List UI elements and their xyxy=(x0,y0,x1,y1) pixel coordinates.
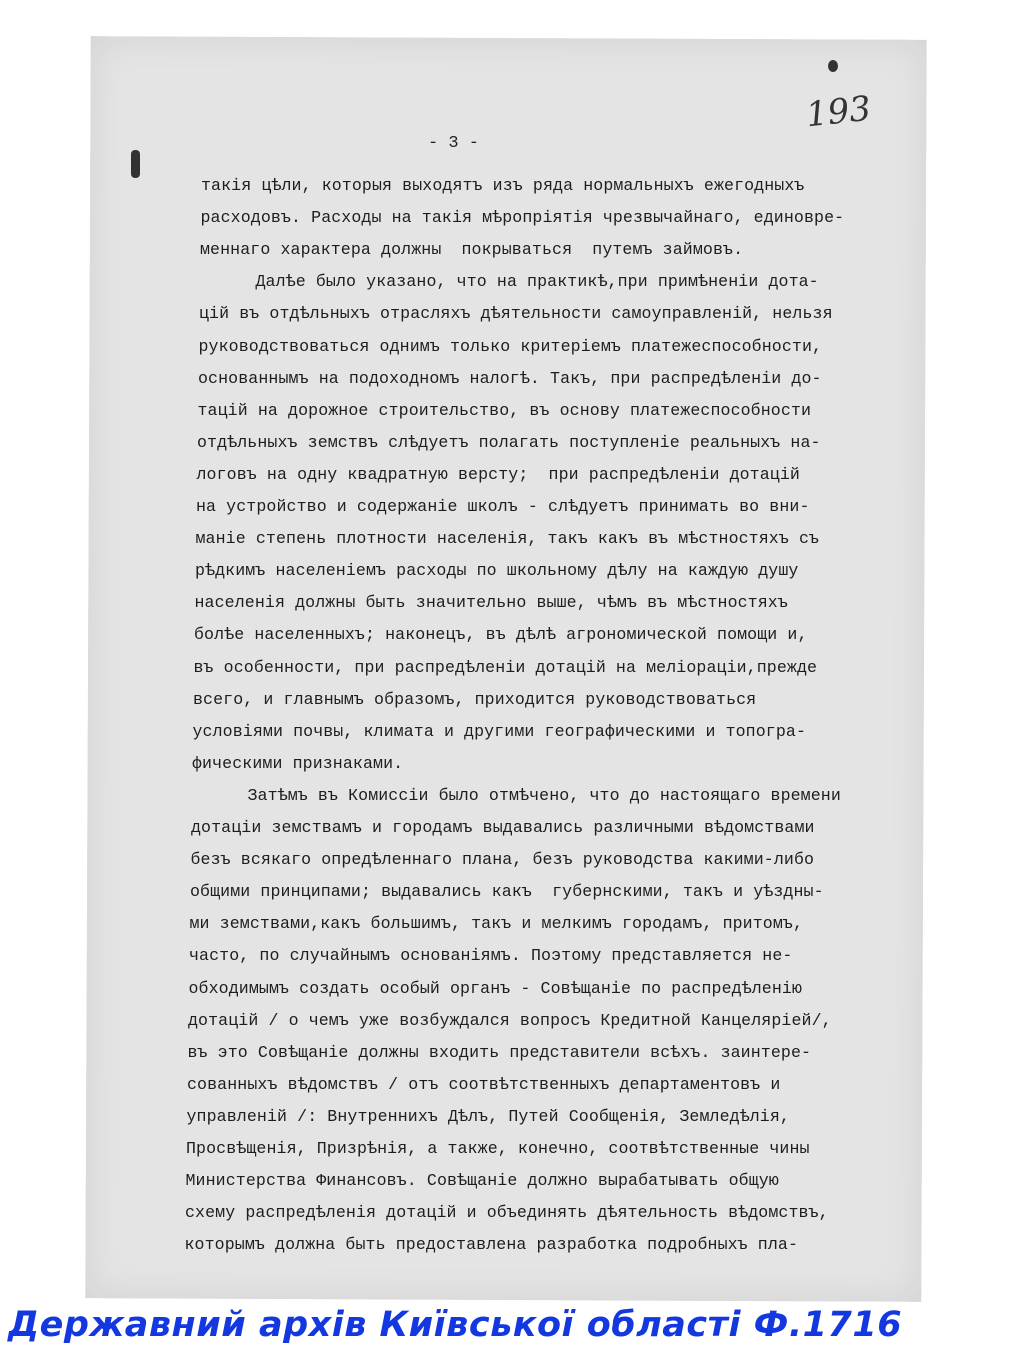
text-line: руководствоваться однимъ только критеріемъ платежеспособности, xyxy=(198,336,823,356)
text-line: часто, по случайнымъ основаніямъ. Поэтому представляется не- xyxy=(189,946,793,966)
text-line: безъ всякаго опредѣленнаго плана, безъ руководства какими-либо xyxy=(190,850,815,870)
paper-hole xyxy=(131,150,140,178)
text-line: логовъ на одну квадратную версту; при распредѣленіи дотацій xyxy=(196,464,800,484)
archive-caption: Державний архів Київської області Ф.1716 xyxy=(8,1305,903,1345)
text-line: отдѣльныхъ земствъ слѣдуетъ полагать поступленіе реальныхъ на- xyxy=(197,432,821,452)
text-line: всего, и главнымъ образомъ, приходится руководствоваться xyxy=(193,689,757,709)
text-line: рѣдкимъ населеніемъ расходы по школьному дѣлу на каждую душу xyxy=(195,561,799,581)
text-line: населенія должны быть значительно выше, чѣмъ въ мѣстностяхъ xyxy=(194,593,788,613)
text-line: которымъ должна быть предоставлена разработка подробныхъ пла- xyxy=(184,1235,799,1255)
text-line: Просвѣщенія, Призрѣнія, а также, конечно, соотвѣтственные чины xyxy=(186,1139,810,1158)
text-line: фическими признаками. xyxy=(192,753,404,773)
text-line: дотацій / о чемъ уже возбуждался вопросъ Кредитной Канцеляріей/, xyxy=(188,1010,832,1030)
page-number: - 3 - xyxy=(428,134,480,153)
text-line: обходимымъ создать особый органъ - Совѣщаніе по распредѣленію xyxy=(188,978,803,998)
text-line: тацій на дорожное строительство, въ основу платежеспособности xyxy=(197,400,812,420)
text-line: такія цѣли, которыя выходятъ изъ ряда нормальныхъ ежегодныхъ xyxy=(201,176,805,195)
text-line: въ это Совѣщаніе должны входить представители всѣхъ. заинтере- xyxy=(187,1042,812,1062)
text-line: схему распредѣленія дотацій и объединять дѣятельность вѣдомствъ, xyxy=(185,1203,829,1223)
text-line: болѣе населенныхъ; наконецъ, въ дѣлѣ агрономической помощи и, xyxy=(194,625,808,645)
folio-number-handwritten: 193 xyxy=(804,88,873,136)
text-line: дотаціи земствамъ и городамъ выдавались различными вѣдомствами xyxy=(191,818,815,837)
text-line: расходовъ. Расходы на такія мѣропріятія чрезвычайнаго, единовре- xyxy=(200,208,845,228)
text-line: общими принципами; выдавались какъ губернскими, такъ и уѣздны- xyxy=(190,882,824,902)
text-line: ми земствами,какъ большимъ, такъ и мелкимъ городамъ, притомъ, xyxy=(189,914,804,934)
text-line: въ особенности, при распредѣленіи дотацій на меліораціи,прежде xyxy=(193,657,818,677)
text-line: Затѣмъ въ Комиссіи было отмѣчено, что до настоящаго времени xyxy=(247,785,841,805)
text-line: цій въ отдѣльныхъ отрасляхъ дѣятельности самоуправленій, нельзя xyxy=(199,304,833,324)
text-line: управленій /: Внутреннихъ Дѣлъ, Путей Сообщенія, Земледѣлія, xyxy=(186,1106,790,1126)
text-line: основаннымъ на подоходномъ налогѣ. Такъ, при распредѣленіи до- xyxy=(198,368,822,388)
text-line: сованныхъ вѣдомствъ / отъ соотвѣтственныхъ департаментовъ и xyxy=(187,1074,781,1094)
text-line: на устройство и содержаніе школъ - слѣдуетъ принимать во вни- xyxy=(196,497,810,516)
text-line: Далѣе было указано, что на практикѣ,при примѣненіи дота- xyxy=(255,272,819,292)
paper-mark xyxy=(828,60,838,72)
text-line: Министерства Финансовъ. Совѣщаніе должно вырабатывать общую xyxy=(185,1171,779,1191)
text-line: маніе степень плотности населенія, такъ какъ въ мѣстностяхъ съ xyxy=(195,529,820,549)
text-line: меннаго характера должны покрываться путемъ займовъ. xyxy=(200,240,744,260)
text-line: условіями почвы, климата и другими географическими и топогра- xyxy=(192,721,807,741)
